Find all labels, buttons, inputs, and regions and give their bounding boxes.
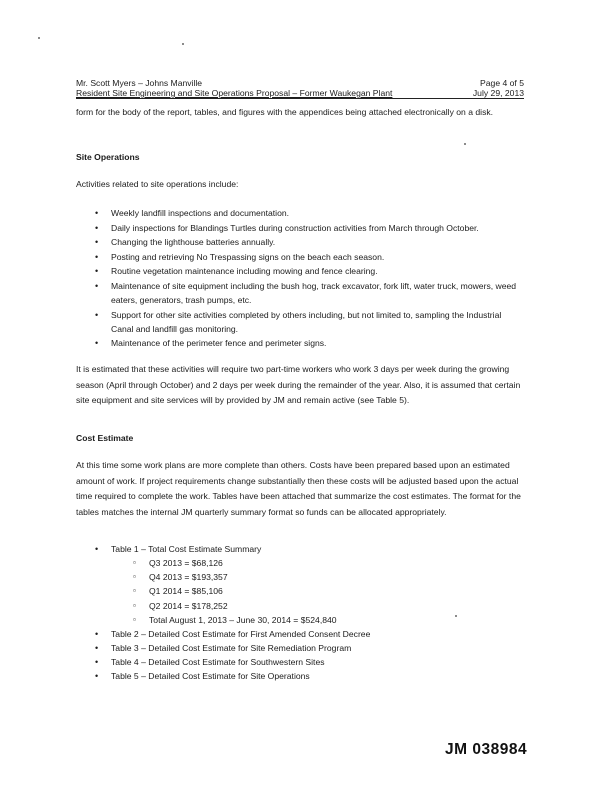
quarter-total: ▫ Q3 2013 = $68,126 [133, 556, 525, 570]
site-operations-heading: Site Operations [76, 152, 140, 162]
list-item: • Posting and retrieving No Trespassing signs on the beach each season. [95, 250, 525, 264]
list-item-table-4: • Table 4 – Detailed Cost Estimate for Southwestern Sites [95, 655, 525, 669]
header-recipient: Mr. Scott Myers – Johns Manville [76, 78, 203, 88]
scan-speck [182, 43, 184, 45]
bates-stamp: JM 038984 [445, 741, 528, 758]
site-operations-closing: It is estimated that these activities will require two part-time workers who work 3 days per week during the growing season (April through October) and 2 days per week during the remainder of the year. Also, it is assumed that certain site equipment and site services will by provided by JM and remain active (see Table 5). [76, 364, 521, 405]
quarter-total: ▫ Q1 2014 = $85,106 [133, 584, 525, 598]
quarterly-totals-list [111, 556, 525, 627]
quarter-total: ▫ Q2 2014 = $178,252 [133, 599, 525, 613]
list-item: • Daily inspections for Blandings Turtles during construction activities from March through October. [95, 221, 525, 235]
grand-total: ▫ Total August 1, 2013 – June 30, 2014 = $524,840 [133, 613, 525, 627]
header-page-number: Page 4 of 5 [480, 78, 524, 88]
list-item: • Changing the lighthouse batteries annually. [95, 235, 525, 249]
cost-tables-list [95, 542, 525, 683]
list-item: • Maintenance of site equipment including the bush hog, track excavator, fork lift, water truck, mowers, weed eaters, generators, trash pumps, etc. [95, 279, 525, 307]
header-line-1 [76, 78, 524, 88]
header-line-2 [76, 88, 524, 99]
list-item-table-5: • Table 5 – Detailed Cost Estimate for Site Operations [95, 669, 525, 683]
site-operations-list [95, 206, 525, 351]
list-item-table-2: • Table 2 – Detailed Cost Estimate for First Amended Consent Decree [95, 627, 525, 641]
site-operations-lead: Activities related to site operations include: [76, 179, 239, 189]
cost-estimate-paragraph: At this time some work plans are more complete than others. Costs have been prepared based upon an estimated amount of work. If project requirements change substantially then these costs will be adjusted based upon the actual time required to complete the work. Tables have been attached that summarize the cost estimates. The format for the tables matches the internal JM quarterly summary format so funds can be allocated appropriately. [76, 460, 521, 517]
list-item: • Routine vegetation maintenance including mowing and fence clearing. [95, 264, 525, 278]
intro-paragraph: form for the body of the report, tables, and figures with the appendices being attached electronically on a disk. [76, 107, 494, 117]
cost-estimate-heading: Cost Estimate [76, 433, 134, 443]
quarter-total: ▫ Q4 2013 = $193,357 [133, 570, 525, 584]
list-item: • Support for other site activities completed by others including, but not limited to, sampling the Industrial Canal and landfill gas monitoring. [95, 308, 525, 336]
header-document-title: Resident Site Engineering and Site Operations Proposal – Former Waukegan Plant [76, 88, 393, 98]
header-date: July 29, 2013 [472, 88, 524, 98]
table-1-label: Table 1 – Total Cost Estimate Summary [111, 544, 262, 554]
list-item: • Maintenance of the perimeter fence and perimeter signs. [95, 336, 525, 350]
list-item: • Weekly landfill inspections and documentation. [95, 206, 525, 220]
scan-speck [464, 143, 466, 145]
scan-speck [38, 37, 40, 39]
list-item-table-1 [95, 542, 525, 627]
list-item-table-3: • Table 3 – Detailed Cost Estimate for Site Remediation Program [95, 641, 525, 655]
